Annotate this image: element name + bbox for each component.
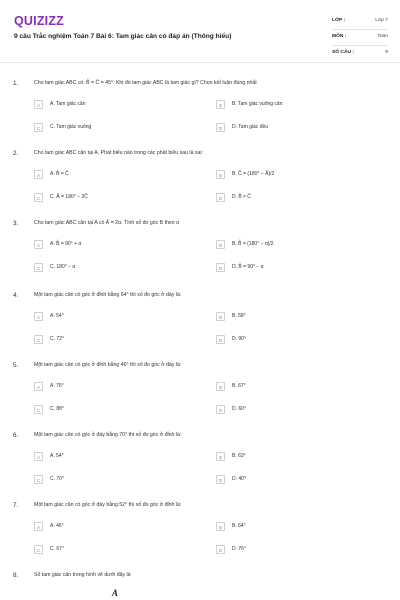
option-letter-box: C bbox=[34, 263, 43, 272]
option-letter-box: A bbox=[34, 522, 43, 531]
option-text: C. 67° bbox=[50, 546, 64, 552]
meta-row-subject bbox=[332, 30, 388, 46]
question-number: 3. bbox=[13, 220, 19, 227]
option-text: D. 60° bbox=[232, 406, 246, 412]
option-text: B. 63° bbox=[232, 453, 246, 459]
option-letter-box: B bbox=[216, 452, 225, 461]
option-d[interactable] bbox=[216, 263, 366, 275]
option-text: C. 70° bbox=[50, 476, 64, 482]
option-c[interactable] bbox=[34, 263, 184, 275]
option-c[interactable] bbox=[34, 475, 184, 487]
option-text: B. B̂ = (180° − α)/2 bbox=[232, 241, 274, 247]
option-d[interactable] bbox=[216, 193, 366, 205]
option-b[interactable] bbox=[216, 240, 366, 252]
option-text: C. 72° bbox=[50, 336, 64, 342]
option-a[interactable] bbox=[34, 170, 184, 182]
meta-value: 9 bbox=[385, 50, 388, 55]
question-number: 7. bbox=[13, 502, 19, 509]
question-text: Một tam giác cân có góc ở đáy bằng 52° thì số đo góc ở đỉnh là: bbox=[34, 502, 182, 508]
option-text: A. 76° bbox=[50, 383, 64, 389]
meta-value: Toán bbox=[377, 34, 388, 39]
option-letter-box: D bbox=[216, 193, 225, 202]
option-letter-box: C bbox=[34, 545, 43, 554]
option-text: D. Tam giác đều bbox=[232, 124, 269, 130]
option-letter-box: D bbox=[216, 405, 225, 414]
question-text: Cho tam giác ABC cân tại A có Â = 2α. Tính số đo góc B theo α bbox=[34, 220, 180, 226]
option-text: D. B̂ ≠ Ĉ bbox=[232, 194, 251, 200]
option-text: C. 180° − α bbox=[50, 264, 76, 270]
meta-label: LỚP : bbox=[332, 18, 346, 23]
option-text: C. Â = 180° − 2Ĉ bbox=[50, 194, 88, 200]
meta-row-class bbox=[332, 14, 388, 30]
option-letter-box: A bbox=[34, 452, 43, 461]
option-letter-box: A bbox=[34, 100, 43, 109]
option-d[interactable] bbox=[216, 405, 366, 417]
question-text: Một tam giác cân có góc ở đáy bằng 70° thì số đo góc ở đỉnh là: bbox=[34, 432, 182, 438]
option-letter-box: B bbox=[216, 312, 225, 321]
option-a[interactable] bbox=[34, 382, 184, 394]
meta-label: SỐ CÂU : bbox=[332, 50, 355, 55]
quizizz-logo: QUIZIZZ bbox=[14, 14, 65, 28]
option-text: D. B̂ = 90° − α bbox=[232, 264, 264, 270]
option-text: D. 76° bbox=[232, 546, 246, 552]
question-text: Cho tam giác ABC có: B̂ = Ĉ = 45°. Khi đó tam giác ABC là tam giác gì? Chọn kết luận đúng nhất bbox=[34, 80, 257, 86]
option-text: A. B̂ = 90° + α bbox=[50, 241, 82, 247]
option-text: A. 54° bbox=[50, 453, 64, 459]
option-text: A. 46° bbox=[50, 523, 64, 529]
option-a[interactable] bbox=[34, 312, 184, 324]
option-letter-box: D bbox=[216, 123, 225, 132]
option-letter-box: B bbox=[216, 100, 225, 109]
question-number: 2. bbox=[13, 150, 19, 157]
option-d[interactable] bbox=[216, 475, 366, 487]
option-b[interactable] bbox=[216, 382, 366, 394]
option-letter-box: C bbox=[34, 475, 43, 484]
option-letter-box: B bbox=[216, 382, 225, 391]
option-b[interactable] bbox=[216, 452, 366, 464]
document-title: 9 câu Trắc nghiệm Toán 7 Bài 6: Tam giác cân có đáp án (Thông hiểu) bbox=[14, 33, 232, 40]
option-c[interactable] bbox=[34, 193, 184, 205]
option-text: A. 54° bbox=[50, 313, 64, 319]
option-b[interactable] bbox=[216, 522, 366, 534]
option-letter-box: D bbox=[216, 475, 225, 484]
option-c[interactable] bbox=[34, 123, 184, 135]
option-letter-box: B bbox=[216, 522, 225, 531]
option-b[interactable] bbox=[216, 170, 366, 182]
option-b[interactable] bbox=[216, 312, 366, 324]
option-a[interactable] bbox=[34, 452, 184, 464]
option-text: B. Ĉ = (180° − Â)/2 bbox=[232, 171, 275, 177]
option-letter-box: B bbox=[216, 240, 225, 249]
option-a[interactable] bbox=[34, 522, 184, 534]
question-number: 5. bbox=[13, 362, 19, 369]
meta-table bbox=[332, 14, 388, 61]
option-text: B. 64° bbox=[232, 523, 246, 529]
option-text: C. Tam giác vuông bbox=[50, 124, 92, 130]
question-text: Một tam giác cân có góc ở đỉnh bằng 46° thì số đo góc ở đáy là: bbox=[34, 362, 182, 368]
option-letter-box: D bbox=[216, 545, 225, 554]
option-b[interactable] bbox=[216, 100, 366, 112]
option-letter-box: D bbox=[216, 335, 225, 344]
option-c[interactable] bbox=[34, 335, 184, 347]
option-letter-box: C bbox=[34, 123, 43, 132]
question-number: 8. bbox=[13, 572, 19, 579]
option-letter-box: C bbox=[34, 405, 43, 414]
figure-vertex-label: A bbox=[112, 588, 119, 598]
option-letter-box: A bbox=[34, 312, 43, 321]
option-letter-box: A bbox=[34, 382, 43, 391]
option-text: B. 58° bbox=[232, 313, 246, 319]
option-text: D. 40° bbox=[232, 476, 246, 482]
question-number: 6. bbox=[13, 432, 19, 439]
question-text: Cho tam giác ABC cân tại A. Phát biểu nào trong các phát biểu sau là sai: bbox=[34, 150, 203, 156]
option-letter-box: C bbox=[34, 193, 43, 202]
meta-value: Lớp 7 bbox=[375, 18, 388, 23]
meta-label: MÔN : bbox=[332, 34, 347, 39]
option-letter-box: A bbox=[34, 170, 43, 179]
question-number: 4. bbox=[13, 292, 19, 299]
question-text: Số tam giác cân trong hình vẽ dưới đây là bbox=[34, 572, 131, 578]
header-divider bbox=[0, 62, 400, 63]
question-text: Một tam giác cân có góc ở đỉnh bằng 64° thì số đo góc ở đáy là: bbox=[34, 292, 182, 298]
option-d[interactable] bbox=[216, 123, 366, 135]
option-letter-box: D bbox=[216, 263, 225, 272]
option-text: B. 67° bbox=[232, 383, 246, 389]
option-text: C. 88° bbox=[50, 406, 64, 412]
option-text: D. 90° bbox=[232, 336, 246, 342]
option-a[interactable] bbox=[34, 100, 184, 112]
option-letter-box: B bbox=[216, 170, 225, 179]
option-text: A. Tam giác cân bbox=[50, 101, 86, 107]
question-number: 1. bbox=[13, 80, 19, 87]
option-c[interactable] bbox=[34, 545, 184, 557]
option-d[interactable] bbox=[216, 335, 366, 347]
option-text: B. Tam giác vuông cân bbox=[232, 101, 283, 107]
option-text: A. B̂ = Ĉ bbox=[50, 171, 69, 177]
meta-row-count bbox=[332, 46, 388, 61]
option-letter-box: A bbox=[34, 240, 43, 249]
option-d[interactable] bbox=[216, 545, 366, 557]
option-letter-box: C bbox=[34, 335, 43, 344]
option-c[interactable] bbox=[34, 405, 184, 417]
option-a[interactable] bbox=[34, 240, 184, 252]
